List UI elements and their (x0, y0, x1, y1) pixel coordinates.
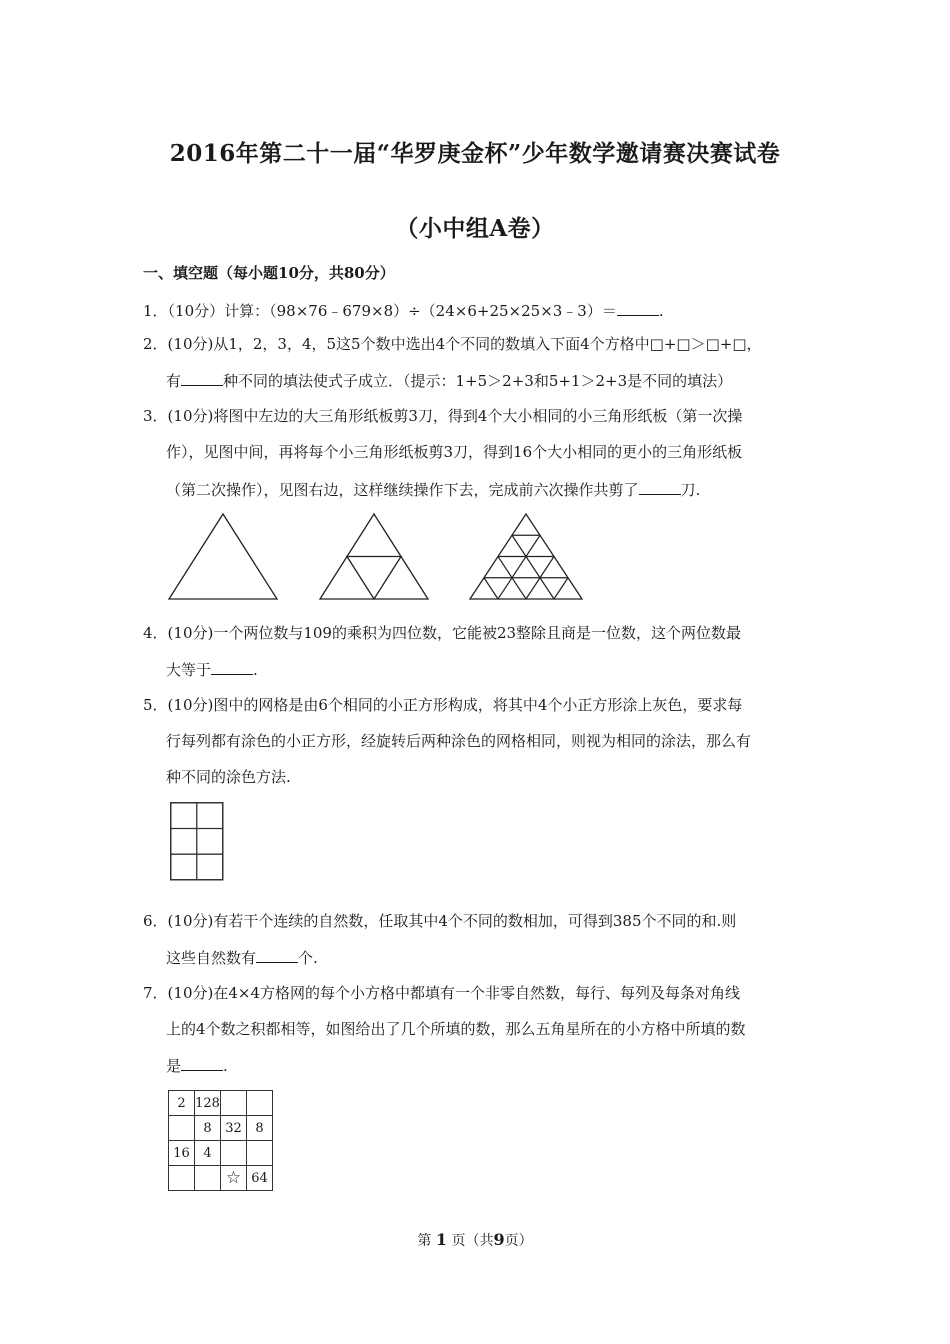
triangle-figure-first-cut (319, 513, 429, 600)
answer-blank (256, 947, 298, 963)
question-4-line-2: 大等于 . (166, 661, 258, 679)
question-5-line-3: 种不同的涂色方法. (166, 768, 291, 786)
question-1-text: 1．（10分）计算：（98×76﹣679×8）÷（24×6+25×25×3﹣3）＝ (143, 302, 617, 320)
question-1: 1．（10分）计算：（98×76﹣679×8）÷（24×6+25×25×3﹣3）＝ . (143, 302, 664, 320)
answer-blank (211, 659, 253, 675)
grid-figure-2x3 (170, 802, 224, 881)
grid-row (169, 1116, 273, 1141)
question-6-line-1: 6．(10分)有若干个连续的自然数，任取其中4个不同的数相加，可得到385个不同的和.则 (143, 912, 737, 930)
question-5-line-1: 5．(10分)图中的网格是由6个相同的小正方形构成，将其中4个小正方形涂上灰色，要求每 (143, 696, 743, 714)
grid-cell (221, 1091, 247, 1116)
page-total: 9 (493, 1230, 505, 1249)
grid-cell: 8 (195, 1116, 221, 1141)
grid-cell: 8 (247, 1116, 273, 1141)
section-heading: 一、填空题（每小题10分，共80分） (143, 264, 395, 282)
page-subtitle: （小中组A卷） (395, 215, 555, 242)
grid-cell (169, 1116, 195, 1141)
question-3-line-1: 3．(10分)将图中左边的大三角形纸板剪3刀，得到4个大小相同的小三角形纸板（第一次操 (143, 407, 743, 425)
question-2-line-1: 2．(10分)从1，2，3，4，5这5个数中选出4个不同的数填入下面4个方格中□+□＞□+□， (143, 335, 762, 353)
grid-cell: 128 (195, 1091, 221, 1116)
star-cell: ☆ (221, 1166, 247, 1191)
grid-cell: 64 (247, 1166, 273, 1191)
number-grid-4x4 (168, 1090, 273, 1191)
grid-row (169, 1141, 273, 1166)
grid-cell (247, 1091, 273, 1116)
question-7-line-3: 是 . (166, 1057, 228, 1075)
answer-blank (181, 370, 223, 386)
question-4-line-1: 4．(10分)一个两位数与109的乘积为四位数，它能被23整除且商是一位数，这个两位数最 (143, 624, 742, 642)
grid-cell (195, 1166, 221, 1191)
question-7-line-1: 7．(10分)在4×4方格网的每个小方格中都填有一个非零自然数，每行、每列及每条对角线 (143, 984, 740, 1002)
question-3-line-3: （第二次操作），见图右边，这样继续操作下去，完成前六次操作共剪了 刀. (166, 481, 701, 499)
page-number: 1 (435, 1230, 447, 1249)
grid-cell (221, 1141, 247, 1166)
grid-row (169, 1166, 273, 1191)
grid-cell (169, 1166, 195, 1191)
grid-cell: 2 (169, 1091, 195, 1116)
answer-blank (617, 300, 659, 316)
grid-cell: 4 (195, 1141, 221, 1166)
question-7-line-2: 上的4个数之积都相等，如图给出了几个所填的数，那么五角星所在的小方格中所填的数 (166, 1020, 746, 1038)
question-5-line-2: 行每列都有涂色的小正方形，经旋转后两种涂色的网格相同，则视为相同的涂法，那么有 (166, 732, 752, 750)
answer-blank (639, 479, 681, 495)
page-footer: 第 1 页（共9页） (417, 1230, 533, 1249)
page-title: 2016年第二十一届“华罗庚金杯”少年数学邀请赛决赛试卷 (169, 140, 781, 167)
triangle-figure-second-cut (469, 513, 583, 600)
question-6-line-2: 这些自然数有 个. (166, 949, 318, 967)
grid-cell: 32 (221, 1116, 247, 1141)
grid-cell (247, 1141, 273, 1166)
question-3-line-2: 作），见图中间，再将每个小三角形纸板剪3刀，得到16个大小相同的更小的三角形纸板 (166, 443, 743, 461)
grid-row (169, 1091, 273, 1116)
grid-cell: 16 (169, 1141, 195, 1166)
question-2-line-2: 有 种不同的填法使式子成立．（提示：1+5＞2+3和5+1＞2+3是不同的填法） (166, 372, 733, 390)
answer-blank (181, 1055, 223, 1071)
triangle-figure-large (168, 513, 278, 600)
